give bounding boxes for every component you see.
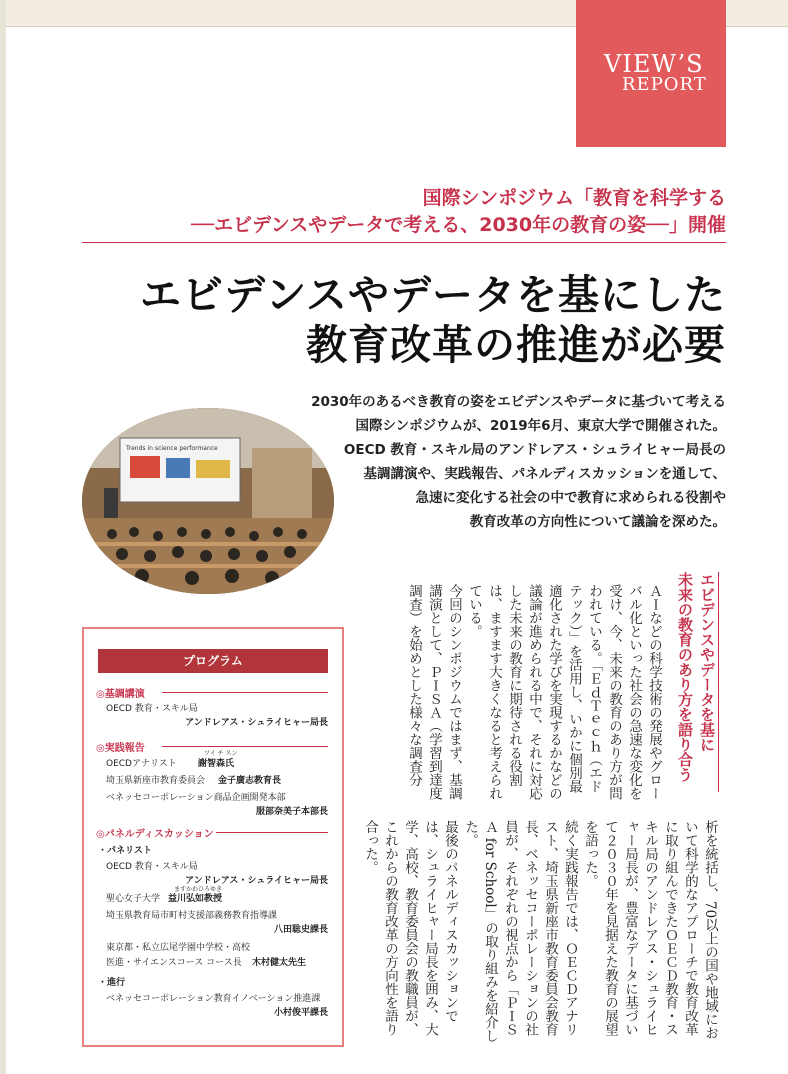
views-report-badge [576,0,726,147]
panelist-4-org-1: 東京都・私立広尾学園中学校・高校 [106,943,251,953]
panelist-3-org: 埼玉県教育局市町村支援部義務教育指導課 [106,911,278,921]
panelist-4-org-2: 医進・サイエンスコース コース長 [106,958,242,968]
keynote-heading: ◎基調講演 [96,689,145,700]
practice-ruby: ツイ チ スン [204,750,238,757]
badge-line-1: VIEW’S [604,50,704,78]
body-bottom-columns [358,820,720,1046]
practice-2-name: 金子廣志教育長 [218,776,282,786]
moderator-label: ・進行 [98,978,126,988]
practice-1-org: OECDアナリスト [106,759,177,769]
practice-3-name: 服部奈美子本部長 [255,807,328,817]
lecture-hall-illustration [82,408,334,594]
page-left-edge [0,0,6,1074]
panel-heading: ◎パネルディスカッション [96,829,214,840]
slide-caption: Trends in science performance [126,445,218,452]
body-top-right: ＡＩなどの科学技術の発展やグローバル化といった社会の急速な変化を受け、今、未来の教育のあり方が問われている。「ＥｄＴｅｃｈ（エドテック）」を活用し、いかに個別最適化された学びを実現するかなどの議論が進められる中で、それに対応した未来の教育に期待される役割は、ますます大きくなると考えられている。 [466,584,662,800]
practice-2-org: 埼玉県新座市教育委員会 [106,776,206,786]
event-title-line-1: 国際シンポジウム「教育を科学する [422,187,726,209]
practice-heading: ◎実践報告 [96,743,145,754]
keynote-name: アンドレアス・シュライヒャー局長 [185,718,328,728]
panel-rule [216,832,328,833]
program-box [82,627,344,1047]
body-bottom-mid: 続く実践報告では、ＯＥＣＤアナリスト、埼玉県新座市教育委員会教育長、ベネッセコーポレーションの社員が、それぞれの視点から「ＰＩＳＡ for School」の取り組みを紹介した。 [462,820,578,1043]
event-title-divider [82,242,726,243]
lead-line-4: 基調講演や、実践報告、パネルディスカッションを通して、 [363,466,726,482]
symposium-photo [82,408,334,594]
lead-line-6: 教育改革の方向性について議論を深めた。 [469,514,726,530]
subhead-line-1: エビデンスやデータを基に [698,572,716,752]
keynote-org: OECD 教育・スキル局 [106,704,198,714]
keynote-rule [162,692,328,693]
lead-line-3: OECD 教育・スキル局のアンドレアス・シュライヒャー局長の [343,442,726,458]
lead-line-2: 国際シンポジウムが、2019年6月、東京大学で開催された。 [355,418,726,434]
panelist-1-name: アンドレアス・シュライヒャー局長 [185,876,328,886]
practice-1-name: 謝智森氏 [198,759,235,769]
subhead-rule [718,572,719,792]
headline-line-2: 教育改革の推進が必要 [306,321,726,369]
event-title-line-2: ──エビデンスやデータで考える、2030年の教育の姿──」開催 [191,214,726,236]
lead-line-5: 急速に変化する社会の中で教育に求められる役割や [415,490,726,506]
subhead [674,572,718,802]
moderator-org: ベネッセコーポレーション教育イノベーション推進課 [106,994,321,1004]
panelist-4-name: 木村健太先生 [252,958,307,968]
body-bottom-left: 最後のパネルディスカッションでは、シュライヒャー局長を囲み、大学、高校、教育委員会の教職員が、これからの教育改革の方向性を語り合った。 [362,820,458,1036]
practice-3-org: ベネッセコーポレーション商品企画開発本部 [106,793,286,803]
panelist-3-name: 八田聡史課長 [273,925,328,935]
moderator-name: 小村俊平課長 [273,1008,328,1018]
program-title: プログラム [98,649,328,673]
badge-line-2: REPORT [622,74,707,95]
body-bottom-right: 析を統括し、70以上の国や地域において科学的なアプローチで教育改革に取り組んできたＯＥＣＤ教育・スキル局のアンドレアス・シュライヒャー局長が、豊富なデータに基づいて２０３０年を見据えた教育の展望を語った。 [582,820,718,1040]
body-top-columns [358,584,664,806]
headline-line-1: エビデンスやデータを基にした [140,271,726,319]
body-top-left: 今回のシンポジウムではまず、基調講演として、ＰＩＳＡ（学習到達度調査）を始めとした様々な調査分 [406,584,462,800]
subhead-line-2: 未来の教育のあり方を語り合う [676,572,694,782]
panelist-2-ruby: ますかわひろゆき [174,886,223,893]
panelists-label: ・パネリスト [98,846,152,856]
lead-line-1: 2030年のあるべき教育の姿をエビデンスやデータに基づいて考える [311,394,726,410]
panelist-2-org: 聖心女子大学 [106,894,161,904]
practice-rule [162,746,328,747]
panelist-2-name: 益川弘如教授 [168,894,223,904]
panelist-1-org: OECD 教育・スキル局 [106,862,198,872]
